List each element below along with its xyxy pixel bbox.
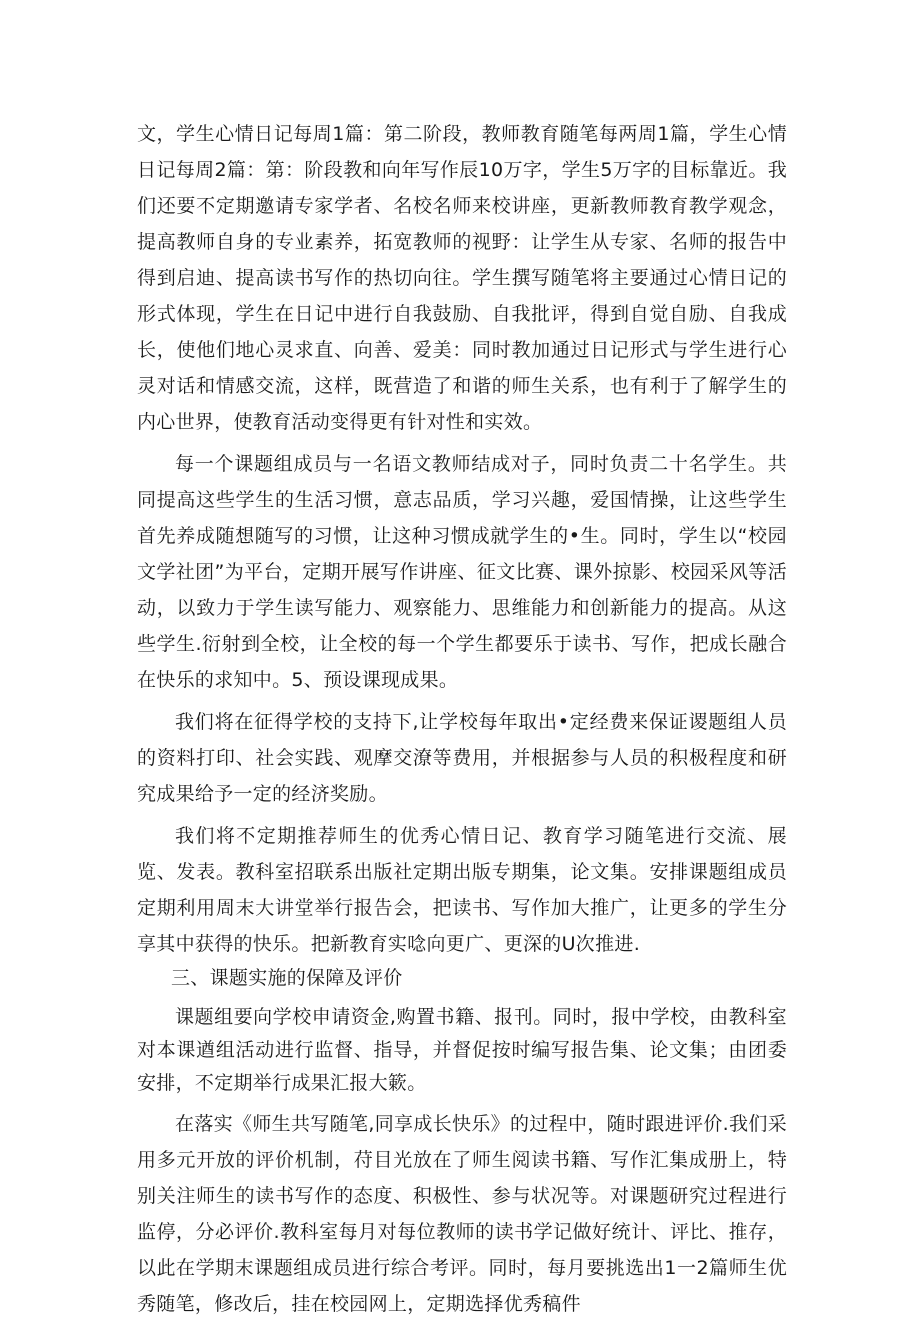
paragraph-1: 文，学生心情日记每周1篇：第二阶段，教师教育随笔每两周1篇，学生心情日记每周2篇：第：阶段教和向年写作辰10万字，学生5万字的目标靠近。我们还要不定期邀请专家学者、名校名师来校讲座，更新教师教育教学观念，提高教师自身的专业素养，拓宽教师的视野：让学生从专家、名师的报告中得到启迪、提高读书写作的热切向往。学生撰写随笔将主要通过心情日记的形式体现，学生在日记中进行自我鼓励、自我批评，得到自觉自励、自我成长，使他们地心灵求直、向善、爱美：同时教加通过日记形式与学生进行心灵对话和情感交流，这样，既营造了和谐的师生关系，也有利于了解学生的内心世界，使教育活动变得更有针对性和实效。 bbox=[137, 123, 787, 433]
paragraph-2: 每一个课题组成员与一名语文教师结成对子，同时负责二十名学生。共同提高这些学生的生活习惯，意志品质，学习兴趣，爱国情操，让这些学生首先养成随想随写的习惯，让这种习惯成就学生的•生。同时，学生以“校园文学社团”为平台，定期开展写作讲座、征文比赛、课外掠影、校园采风等活动，以致力于学生读写能力、观察能力、思维能力和创新能力的提高。从这些学生.衍射到全校，让全校的每一个学生都要乐于读书、写作，把成长融合在快乐的求知中。5、预设课现成果。 bbox=[137, 453, 787, 691]
document-body bbox=[137, 116, 787, 1322]
paragraph-5: 课题组要向学校申请资金,购置书籍、报刊。同时，报中学校，由教科室对本课遒组活动进行监督、指导，并督促按时编写报告集、论文集；由团委安排，不定期举行成果汇报大簌。 bbox=[137, 1006, 787, 1094]
section-heading: 三、课题实施的保障及评价 bbox=[171, 967, 403, 989]
paragraph-3: 我们将在征得学校的支持下,让学校每年取出•定经费来保证谡题组人员的资料打印、社会实践、观摩交潦等费用，并根据参与人员的积极程度和研究成果给予一定的经济奖励。 bbox=[137, 711, 787, 805]
paragraph-4: 我们将不定期推荐师生的优秀心情日记、教育学习随笔进行交流、展览、发表。教科室招联系出版社定期出版专期集，论文集。安排课题组成员定期利用周末大讲堂举行报告会，把读书、写作加大推广，让更多的学生分享其中获得的快乐。把新教育实唸向更广、更深的U次推进. bbox=[137, 825, 787, 955]
paragraph-6: 在落实《师生共写随笔,同享成长快乐》的过程中，随时跟进评价.我们采用多元开放的评价机制，苻目光放在了师生阅读书籍、写作汇集成册上，特别关注师生的读书写作的态度、积极性、参与状况等。对课题研究过程进行监停，分必评价.教科室每月对每位教师的读书学记做好统计、评比、推存，以此在学期末课题组成员进行综合考评。同时，每月要挑选出1一2篇师生优秀随笔，修改后，挂在校园网上，定期选择优秀稿件 bbox=[137, 1113, 787, 1315]
